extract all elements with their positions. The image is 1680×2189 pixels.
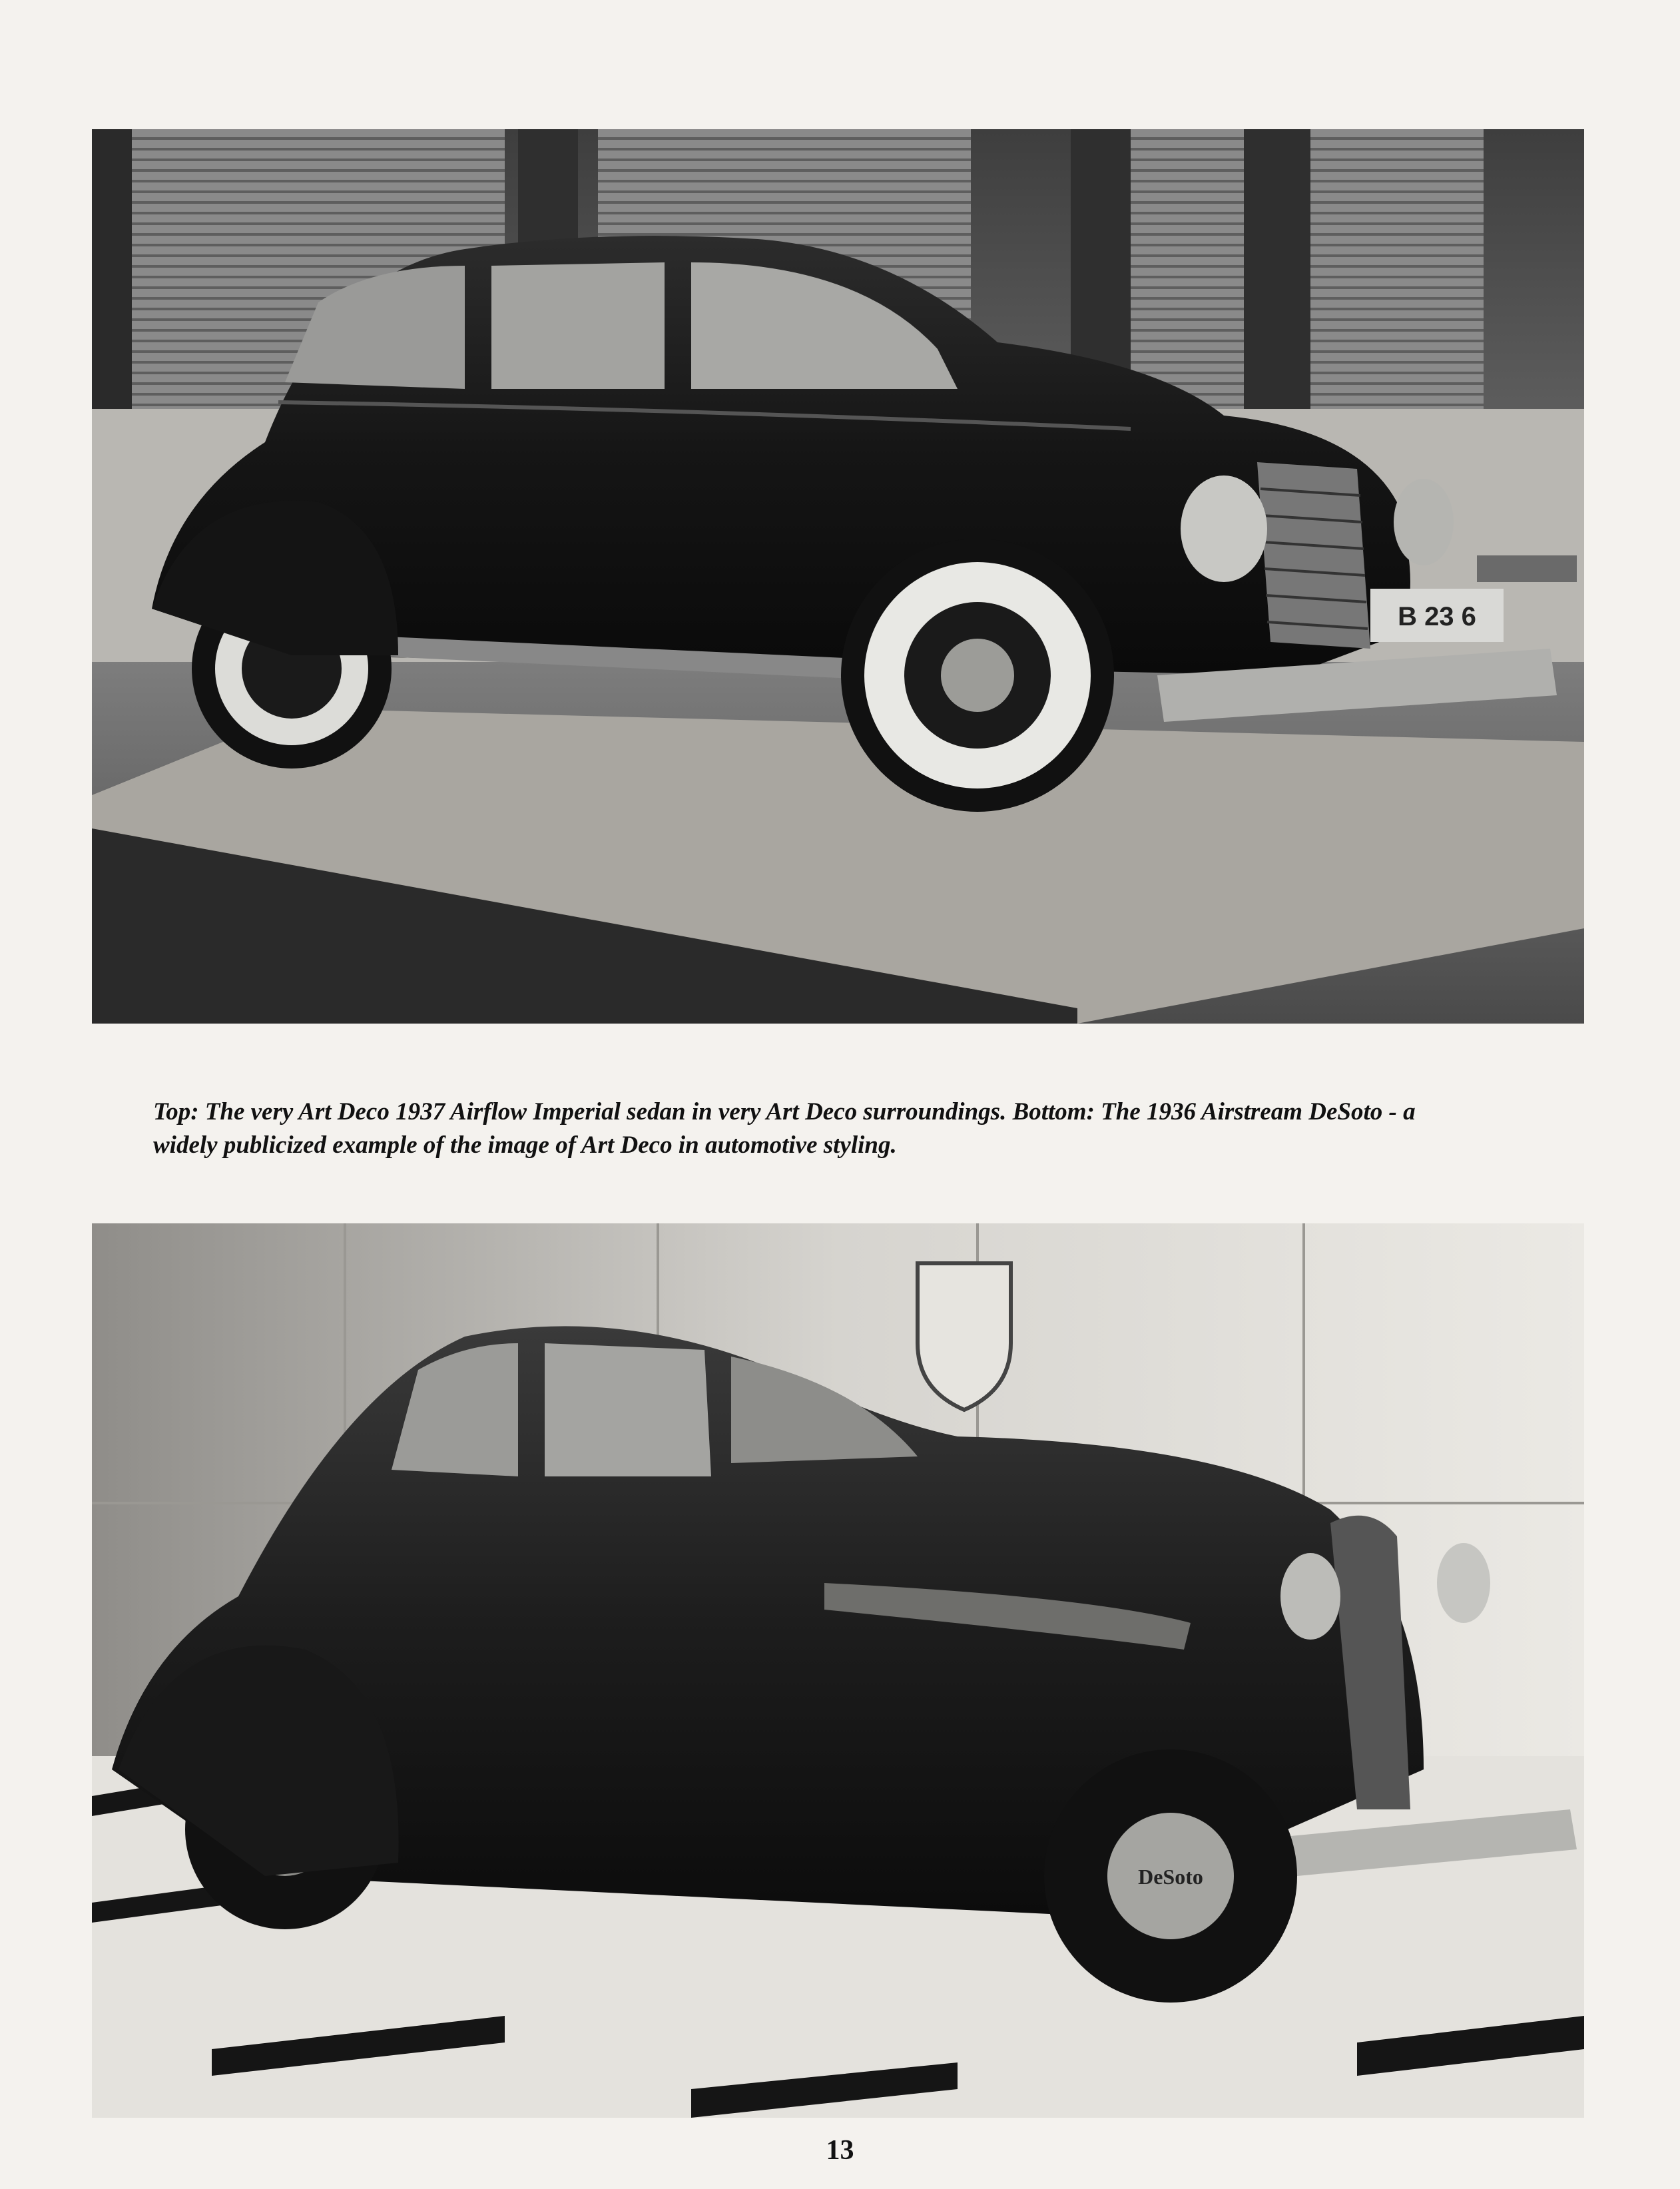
headlight-left bbox=[1181, 475, 1267, 582]
front-hubcap bbox=[941, 639, 1014, 712]
photo-airflow-imperial-sedan bbox=[92, 129, 1584, 1024]
desoto-shield-emblem bbox=[918, 1263, 1011, 1410]
headlight-right bbox=[1394, 479, 1454, 565]
coupe-door-window bbox=[545, 1343, 711, 1476]
coupe-illustration bbox=[92, 1223, 1584, 2118]
wall-vent bbox=[1477, 555, 1577, 582]
license-plate-text: B 23 6 bbox=[1398, 602, 1476, 631]
coupe-headlight-right bbox=[1437, 1543, 1490, 1623]
rear-door-window bbox=[491, 262, 665, 389]
sedan-illustration bbox=[92, 129, 1584, 1024]
coupe-headlight-left bbox=[1280, 1553, 1340, 1640]
photo-airstream-desoto bbox=[92, 1223, 1584, 2118]
caption-line-2: widely publicized example of the image of Art Deco in automotive styling. bbox=[153, 1131, 897, 1159]
photo-caption bbox=[153, 1095, 1591, 1162]
page-number: 13 bbox=[826, 2135, 854, 2166]
caption-line-1: Top: The very Art Deco 1937 Airflow Imperial sedan in very Art Deco surroundings. Bottom: The 1936 Airstream DeSoto - a bbox=[153, 1098, 1416, 1125]
hubcap-text: DeSoto bbox=[1138, 1865, 1203, 1889]
